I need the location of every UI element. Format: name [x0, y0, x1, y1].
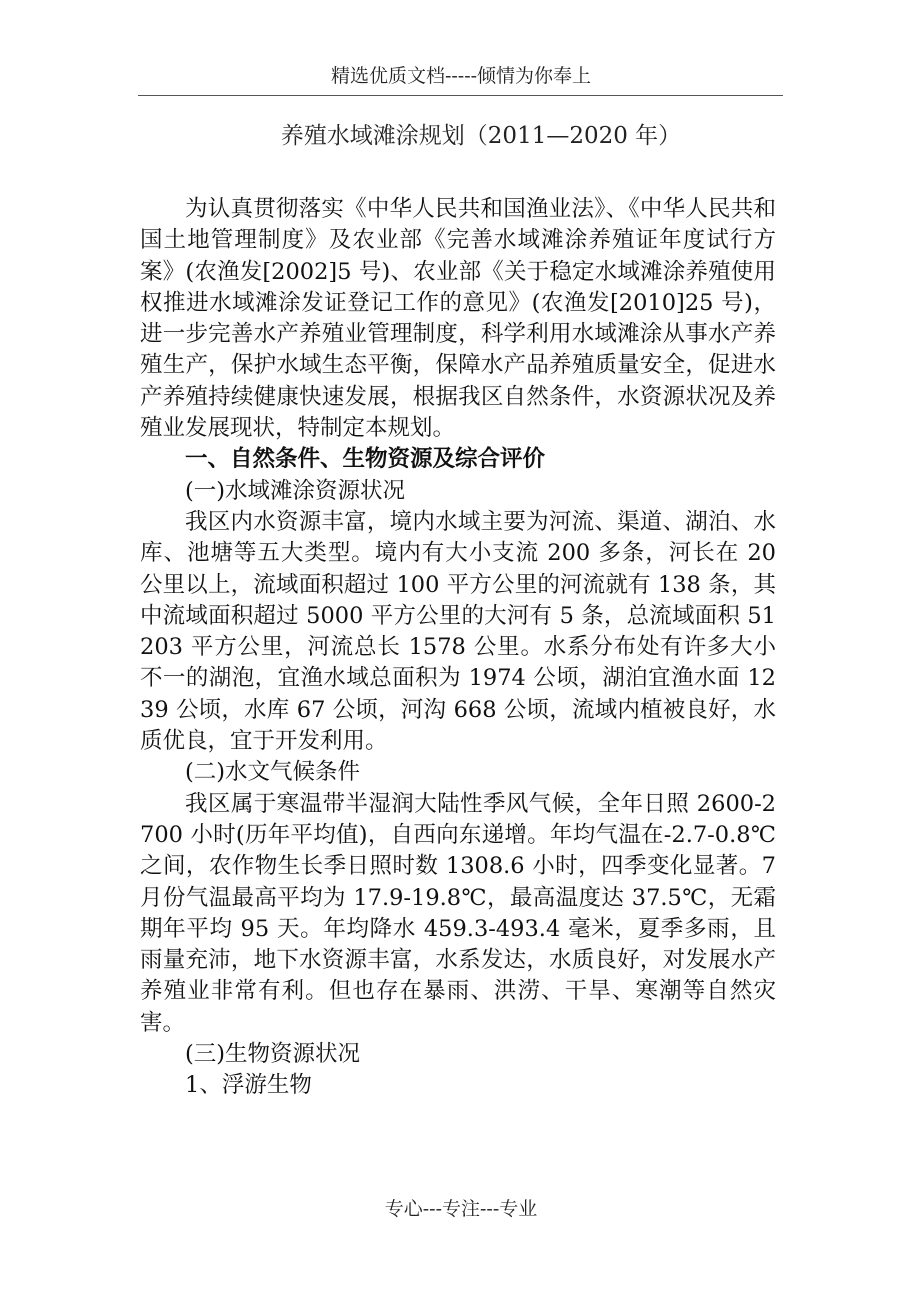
item-heading-plankton: 1、浮游生物: [185, 1072, 312, 1099]
subsection-heading-climate: (二)水文气候条件: [185, 759, 361, 786]
subsection-heading-biological-resources: (三)生物资源状况: [185, 1041, 361, 1068]
water-resources-paragraph: 我区内水资源丰富，境内水域主要为河流、渠道、湖泊、水库、池塘等五大类型。境内有大小支流 200 多条，河长在 20 公里以上，流域面积超过 100 平方公里的河流就有 138 条，其中流域面积超过 5000 平方公里的大河有 5 条，总流域面积 51203 平方公里，河流总长 1578 公里。水系分布处有许多大小不一的湖泡，宜渔水域总面积为 1974 公顷，湖泊宜渔水面 1239 公顷，水库 67 公顷，河沟 668 公顷，流域内植被良好，水质优良，宜于开发利用。: [140, 508, 776, 755]
intro-paragraph: 为认真贯彻落实《中华人民共和国渔业法》、《中华人民共和国土地管理制度》及农业部《完善水域滩涂养殖证年度试行方案》(农渔发[2002]5 号)、农业部《关于稳定水域滩涂养殖使用权推进水域滩涂发证登记工作的意见》(农渔发[2010]25 号)，进一步完善水产养殖业管理制度，科学利用水域滩涂从事水产养殖生产，保护水域生态平衡，保障水产品养殖质量安全，促进水产养殖持续健康快速发展，根据我区自然条件，水资源状况及养殖业发展现状，特制定本规划。: [140, 196, 776, 442]
page-header: 精选优质文档-----倾情为你奉上: [330, 65, 592, 87]
subsection-heading-water-resources: (一)水域滩涂资源状况: [185, 477, 406, 504]
document-body: [140, 194, 776, 1102]
section-heading-1: 一、自然条件、生物资源及综合评价: [185, 446, 546, 473]
climate-paragraph: 我区属于寒温带半湿润大陆性季风气候，全年日照 2600-2700 小时(历年平均值)，自西向东递增。年均气温在-2.7-0.8℃之间，农作物生长季日照时数 1308.6 小时，四季变化显著。7 月份气温最高平均为 17.9-19.8℃，最高温度达 37.5℃，无霜期年平均 95 天。年均降水 459.3-493.4 毫米，夏季多雨，且雨量充沛，地下水资源丰富，水系发达，水质良好，对发展水产养殖业非常有利。但也存在暴雨、洪涝、干旱、寒潮等自然灾害。: [140, 790, 776, 1036]
page-footer: 专心---专注---专业: [384, 1198, 538, 1220]
header-divider: [138, 95, 783, 96]
document-title: 养殖水域滩涂规划（2011—2020 年）: [280, 123, 682, 149]
